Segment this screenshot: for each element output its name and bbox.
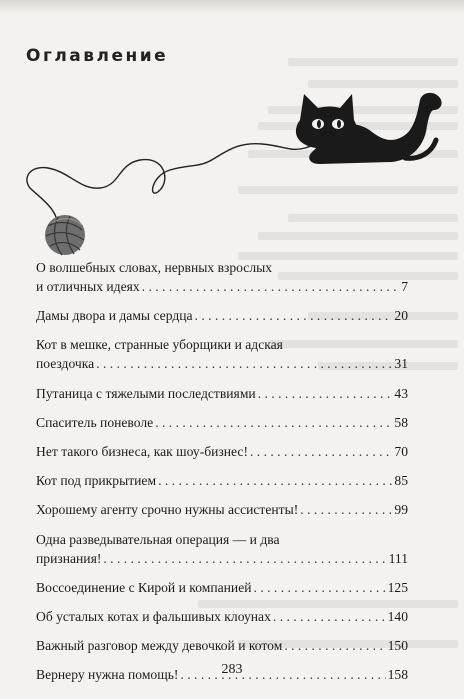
page-top-shadow: [0, 0, 464, 14]
toc-entry[interactable]: [36, 442, 408, 461]
toc-entry[interactable]: [36, 384, 408, 403]
toc-entry-title: Нет такого бизнеса, как шоу-бизнес!: [36, 443, 248, 459]
toc-entry-page: 20: [394, 308, 408, 324]
toc-entry-page: 85: [394, 473, 408, 489]
dot-leader: [103, 549, 386, 568]
toc-entry-title: Важный разговор между девочкой и котом: [36, 638, 283, 654]
toc-entry[interactable]: [36, 413, 408, 432]
toc-entry-title: Кот под прикрытием: [36, 473, 157, 489]
toc-entry[interactable]: [36, 578, 408, 597]
toc-entry-title: Спаситель поневоле: [36, 414, 154, 430]
dot-leader: [195, 306, 393, 325]
toc-entry-page: 43: [394, 385, 408, 401]
page-title: Оглавление: [26, 46, 169, 66]
toc-entry-page: 158: [387, 667, 408, 683]
toc-entry-title: признания!: [36, 550, 102, 566]
toc-entry-page: 125: [387, 579, 408, 595]
toc-entry-title-line1: О волшебных словах, нервных взрослых: [36, 260, 273, 275]
toc-entry-title-line1: Кот в мешке, странные уборщики и адская: [36, 337, 283, 353]
toc-entry[interactable]: [36, 500, 408, 519]
dot-leader: [155, 413, 392, 432]
dot-leader: [254, 578, 386, 597]
toc-entry[interactable]: [36, 530, 408, 568]
yarn-thread: [27, 130, 335, 230]
toc-entry-title: Вернеру нужна помощь!: [36, 667, 179, 683]
dot-leader: [158, 471, 392, 490]
black-cat-icon: [296, 93, 442, 164]
toc-entry-page: 150: [387, 638, 408, 654]
toc-entry-page: 111: [388, 550, 408, 566]
toc-entry[interactable]: [36, 636, 408, 655]
toc-entry-title: Воссоединение с Кирой и компанией: [36, 579, 252, 595]
toc-entry-title: Хорошему агенту срочно нужны ассистенты!: [36, 502, 299, 518]
toc-entry[interactable]: [36, 471, 408, 490]
page-number: 283: [221, 662, 243, 677]
table-of-contents: [36, 258, 408, 694]
dot-leader: [258, 384, 393, 403]
dot-leader: [96, 354, 392, 373]
toc-entry-page: 58: [394, 414, 408, 430]
toc-entry-title-line1: Одна разведывательная операция — и два: [36, 531, 280, 547]
dot-leader: [250, 442, 392, 461]
toc-entry-page: 7: [401, 279, 408, 294]
toc-entry-page: 140: [387, 608, 408, 624]
dot-leader: [142, 277, 400, 296]
toc-entry-page: 70: [394, 443, 408, 459]
toc-entry[interactable]: [36, 607, 408, 626]
toc-entry-title: Об усталых котах и фальшивых клоунах: [36, 608, 271, 624]
toc-entry[interactable]: [36, 258, 408, 296]
toc-entry-page: 31: [394, 356, 408, 372]
yarn-ball-icon: [45, 215, 85, 255]
cat-and-yarn-illustration: [0, 80, 464, 260]
toc-entry[interactable]: [36, 335, 408, 373]
toc-entry-title: Дамы двора и дамы сердца: [36, 308, 193, 324]
toc-entry[interactable]: [36, 306, 408, 325]
toc-entry-page: 99: [394, 502, 408, 518]
toc-entry-title: и отличных идеях: [36, 279, 140, 294]
dot-leader: [284, 636, 385, 655]
dot-leader: [273, 607, 386, 626]
toc-entry-title: поездочка: [36, 356, 95, 372]
dot-leader: [300, 500, 392, 519]
toc-entry-title: Путаница с тяжелыми последствиями: [36, 385, 256, 401]
